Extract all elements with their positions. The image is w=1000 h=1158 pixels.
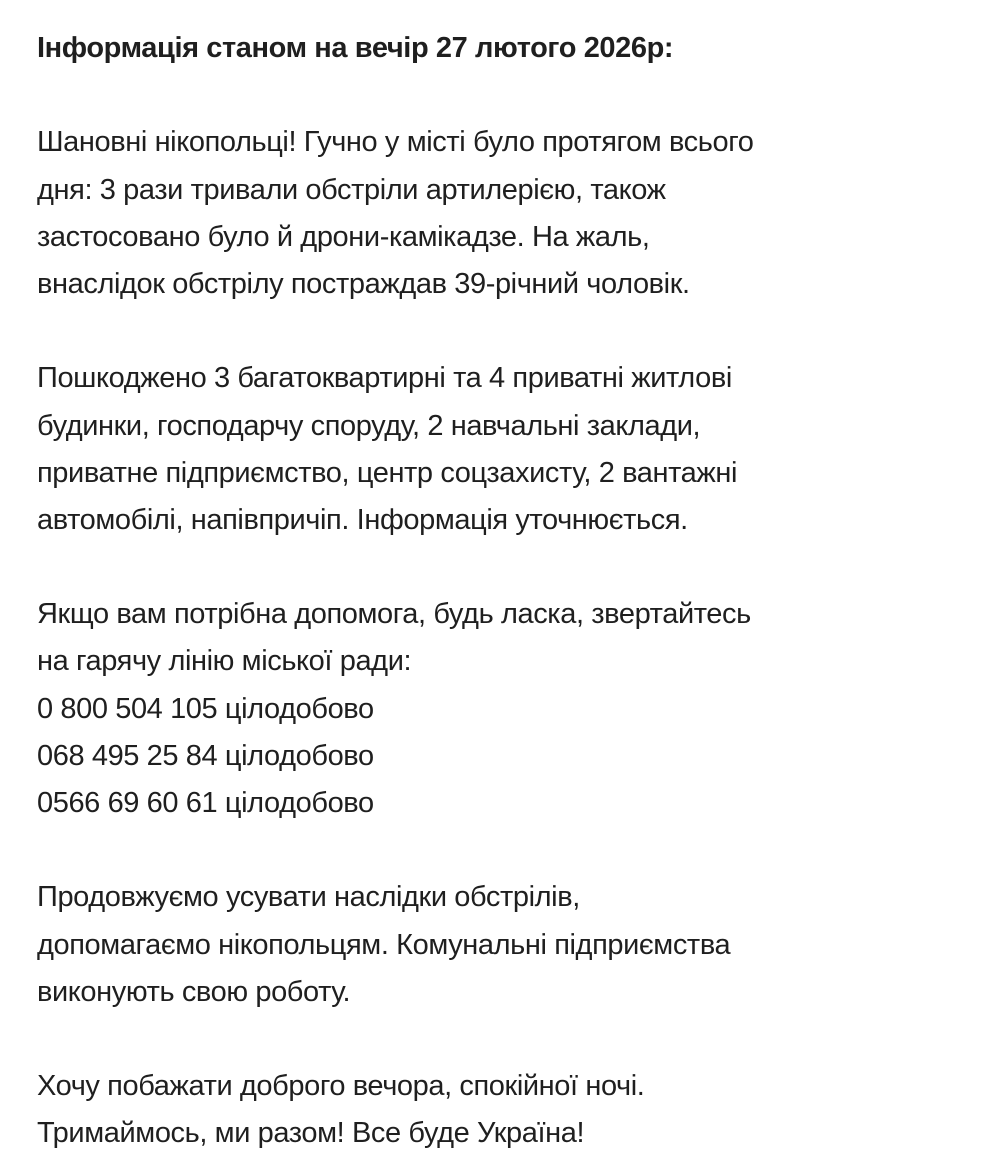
hotline-phone-2: 068 495 25 84 цілодобово bbox=[37, 739, 374, 772]
text-line: автомобілі, напівпричіп. Інформація уточнюється. bbox=[37, 503, 688, 536]
text-line: будинки, господарчу споруду, 2 навчальні заклади, bbox=[37, 409, 701, 442]
text-line: дня: 3 рази тривали обстріли артилерією, також bbox=[37, 173, 666, 206]
message-title: Інформація станом на вечір 27 лютого 2026р: bbox=[37, 32, 674, 64]
hotline-phone-1: 0 800 504 105 цілодобово bbox=[37, 692, 374, 725]
text-line: виконують свою роботу. bbox=[37, 975, 351, 1008]
text-line: Тримаймось, ми разом! Все буде Україна! bbox=[37, 1117, 585, 1150]
paragraph-recovery bbox=[37, 874, 753, 1016]
paragraph-summary bbox=[37, 119, 753, 308]
paragraph-hotline bbox=[37, 591, 753, 827]
hotline-phone-3: 0566 69 60 61 цілодобово bbox=[37, 787, 374, 819]
paragraph-closing bbox=[37, 1063, 753, 1157]
text-line: на гарячу лінію міської ради: bbox=[37, 645, 412, 678]
text-line: Хочу побажати доброго вечора, спокійної ночі. bbox=[37, 1070, 645, 1103]
message-document bbox=[37, 25, 753, 1158]
message-title-block bbox=[37, 25, 753, 72]
paragraph-damage bbox=[37, 355, 753, 544]
text-line: Продовжуємо усувати наслідки обстрілів, bbox=[37, 881, 580, 914]
text-line: застосовано було й дрони-камікадзе. На жаль, bbox=[37, 220, 650, 253]
text-line: Шановні нікопольці! Гучно у місті було протягом всього bbox=[37, 126, 754, 159]
text-line: допомагаємо нікопольцям. Комунальні підприємства bbox=[37, 928, 731, 961]
text-line: Якщо вам потрібна допомога, будь ласка, звертайтесь bbox=[37, 598, 751, 631]
text-line: Пошкоджено 3 багатоквартирні та 4 приватні житлові bbox=[37, 362, 732, 395]
text-line: приватне підприємство, центр соцзахисту, 2 вантажні bbox=[37, 456, 738, 489]
text-line: внаслідок обстрілу постраждав 39-річний чоловік. bbox=[37, 267, 690, 300]
